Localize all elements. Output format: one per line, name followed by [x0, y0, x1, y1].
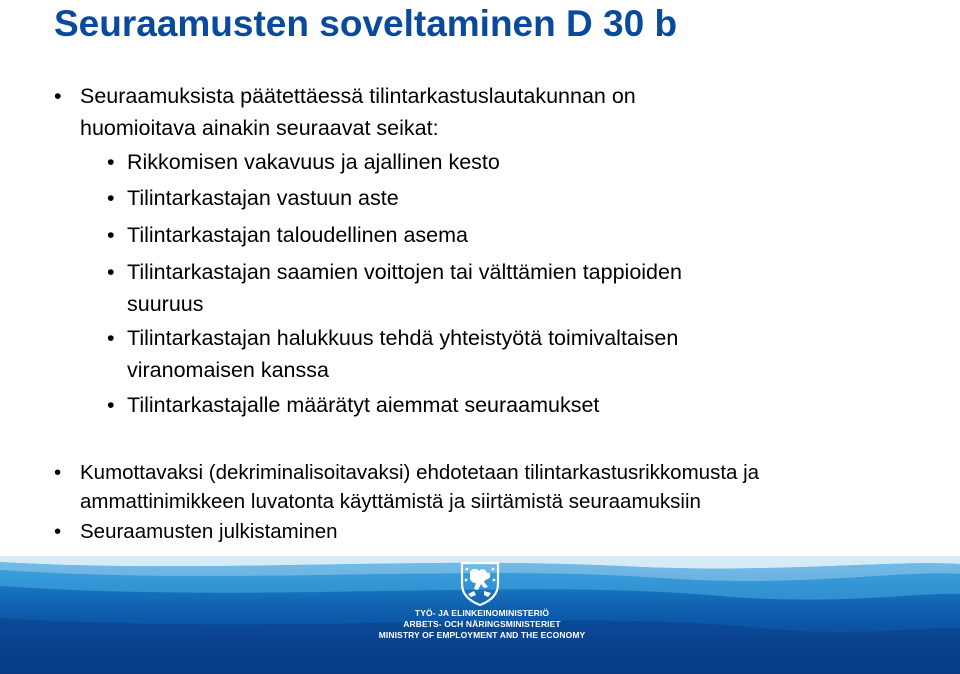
sub-bullet-4: [127, 256, 682, 320]
sub-bullet-1: [127, 146, 500, 178]
sub-bullet-5: [127, 322, 678, 386]
bullet-publication-text: • Seuraamusten julkistaminen: [80, 520, 338, 543]
bullet-decriminalisation-line1: • Kumottavaksi (dekriminalisoitavaksi) ehdotetaan tilintarkastusrikkomusta ja: [80, 461, 760, 484]
slide-title: Seuraamusten soveltaminen D 30 b: [54, 3, 678, 44]
finnish-lion-coat-of-arms-icon: [458, 560, 502, 606]
sub-bullet-1-text: • Rikkomisen vakavuus ja ajallinen kesto: [127, 150, 500, 174]
sub-bullet-4-line2: suuruus: [127, 292, 204, 316]
sub-bullet-3: [127, 219, 468, 251]
sub-bullet-6: [127, 389, 599, 421]
bullet-intro-line2: huomioitava ainakin seuraavat seikat:: [80, 116, 439, 140]
bullet-intro: [80, 80, 636, 144]
sub-bullet-4-line1: • Tilintarkastajan saamien voittojen tai välttämien tappioiden: [127, 260, 682, 284]
sub-bullet-2-text: • Tilintarkastajan vastuun aste: [127, 186, 399, 210]
sub-bullet-6-text: • Tilintarkastajalle määrätyt aiemmat seuraamukset: [127, 393, 600, 417]
bullet-publication: [80, 517, 338, 546]
sub-bullet-2: [127, 182, 399, 214]
sub-bullet-3-text: • Tilintarkastajan taloudellinen asema: [127, 223, 469, 247]
ministry-name-block: [372, 608, 592, 641]
sub-bullet-5-line1: • Tilintarkastajan halukkuus tehdä yhteistyötä toimivaltaisen: [127, 326, 679, 350]
bullet-decriminalisation-line2: ammattinimikkeen luvatonta käyttämistä ja siirtämistä seuraamuksiin: [80, 490, 701, 513]
sub-bullet-5-line2: viranomaisen kanssa: [127, 358, 329, 382]
bullet-intro-line1: • Seuraamuksista päätettäessä tilintarkastuslautakunnan on: [80, 84, 636, 108]
ministry-name-sv: ARBETS- OCH NÄRINGSMINISTERIET: [403, 619, 561, 629]
bullet-decriminalisation: [80, 458, 759, 516]
ministry-name-fi: TYÖ- JA ELINKEINOMINISTERIÖ: [414, 608, 550, 618]
ministry-name-en: MINISTRY OF EMPLOYMENT AND THE ECONOMY: [378, 630, 586, 640]
